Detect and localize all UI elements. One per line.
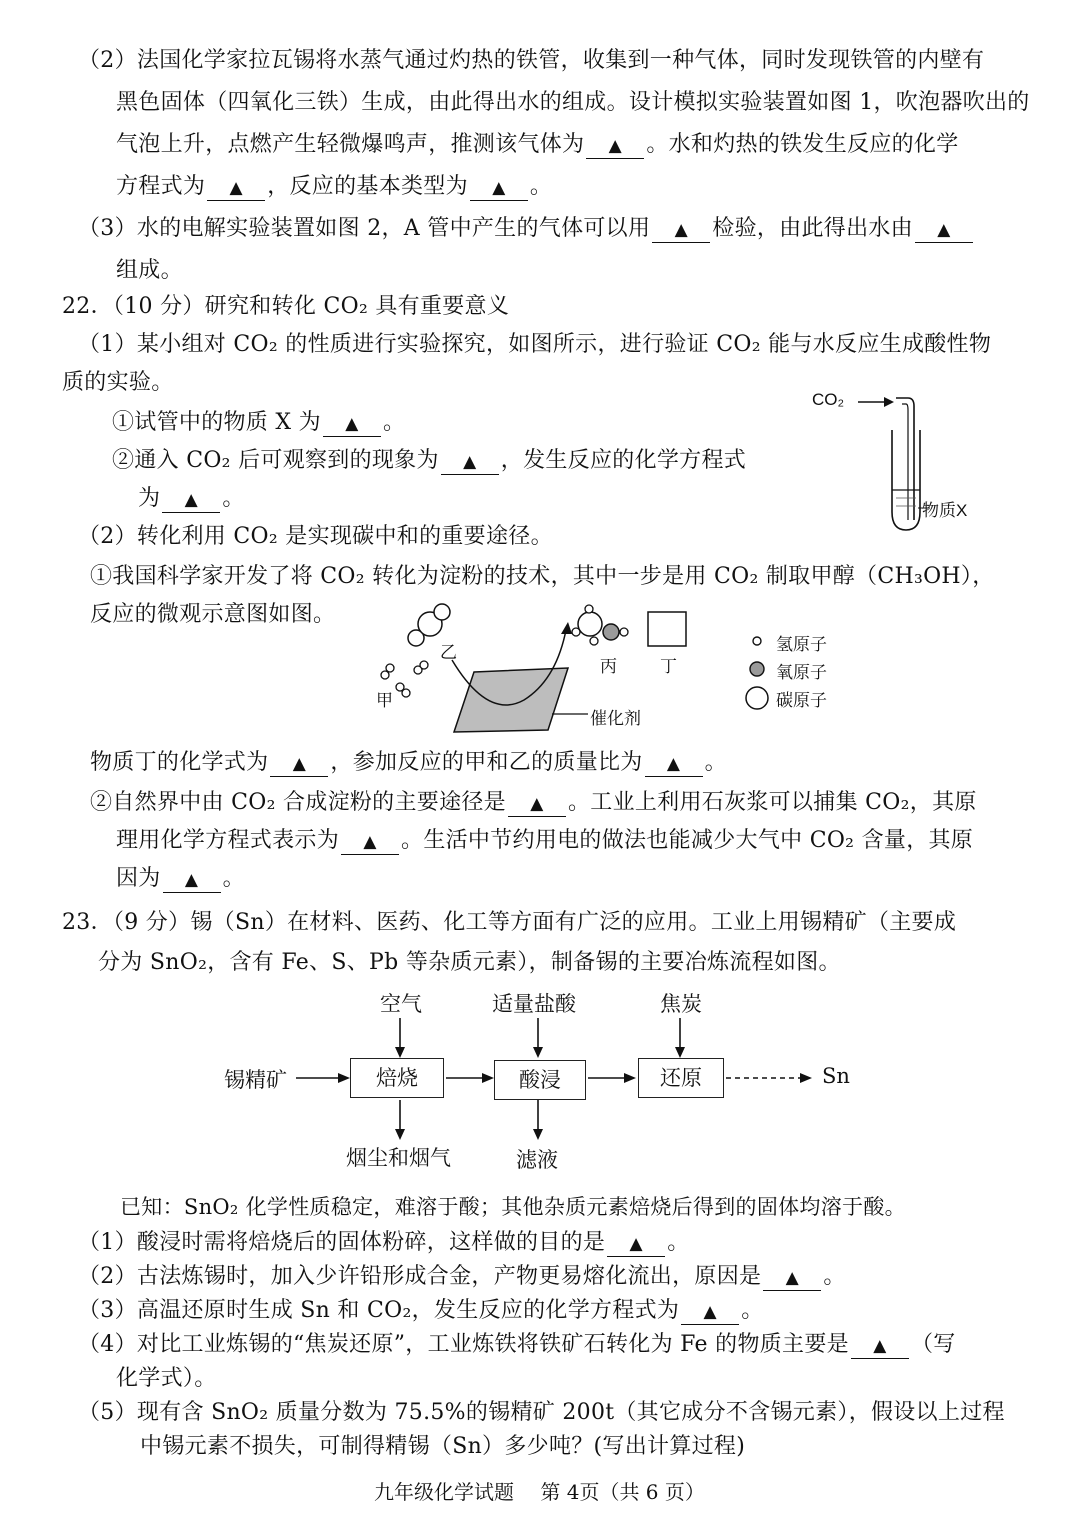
text-segment: 。 bbox=[667, 1230, 690, 1255]
flow-filtrate-label: 滤液 bbox=[516, 1148, 558, 1172]
text-segment: 方程式为 bbox=[116, 174, 206, 199]
answer-blank-iron-reductant[interactable] bbox=[851, 1333, 909, 1359]
flow-coke-label: 焦炭 bbox=[660, 992, 702, 1016]
text-segment: 。 bbox=[222, 866, 245, 891]
q21-part2-line2: 黑色固体（四氧化三铁）生成，由此得出水的组成。设计模拟实验装置如图 1，吹泡器吹出的 bbox=[116, 90, 1030, 115]
text-segment: 。 bbox=[704, 750, 727, 775]
coke-arrow-head bbox=[675, 1047, 685, 1058]
text-segment: 。 bbox=[222, 486, 245, 511]
q23-sub5-line1: （5）现有含 SnO₂ 质量分数为 75.5%的锡精矿 200t（其它成分不含锡元素），假设以上过程 bbox=[78, 1400, 1005, 1425]
q23-known-note: 已知：SnO₂ 化学性质稳定，难溶于酸；其他杂质元素焙烧后得到的固体均溶于酸。 bbox=[120, 1195, 906, 1219]
text-segment: ，参加反应的甲和乙的质量比为 bbox=[330, 750, 643, 775]
acid-arrow-head bbox=[533, 1047, 543, 1058]
blank-triangle-icon: ▲ bbox=[229, 178, 243, 198]
text-segment: ，发生反应的化学方程式 bbox=[500, 448, 747, 473]
q22-part2-sub1-line2: 反应的微观示意图如图。 bbox=[90, 602, 336, 627]
flow-smoke-label: 烟尘和烟气 bbox=[346, 1146, 451, 1170]
text-segment: 检验，由此得出水由 bbox=[712, 216, 913, 241]
q23-sub5-line2: 中锡元素不损失，可制得精锡（Sn）多少吨？(写出计算过程) bbox=[140, 1434, 746, 1459]
smoke-arrow-head bbox=[395, 1129, 405, 1140]
text-segment: 。 bbox=[741, 1298, 764, 1323]
q23-line1: 23．（9 分）锡（Sn）在材料、医药、化工等方面有广泛的应用。工业上用锡精矿（主要成 bbox=[62, 910, 957, 935]
legend-oxygen-label: 氧原子 bbox=[776, 663, 827, 683]
flow-step-reduce: 还原 bbox=[638, 1058, 724, 1098]
q22-title: 22．（10 分）研究和转化 CO₂ 具有重要意义 bbox=[62, 294, 510, 319]
text-segment: ，反应的基本类型为 bbox=[267, 174, 468, 199]
flow-input-label: 锡精矿 bbox=[224, 1068, 287, 1092]
answer-blank-purpose[interactable] bbox=[607, 1231, 665, 1257]
fig-catalyst-label: 催化剂 bbox=[590, 709, 641, 729]
text-segment: 。 bbox=[823, 1264, 846, 1289]
flow-product-label: Sn bbox=[822, 1064, 850, 1088]
fig-jia-label: 甲 bbox=[376, 691, 393, 711]
answer-blank-alloy-reason[interactable] bbox=[763, 1265, 821, 1291]
blank-triangle-icon: ▲ bbox=[292, 754, 307, 774]
blank-triangle-icon: ▲ bbox=[785, 1268, 799, 1288]
q23-sub4-line1 bbox=[78, 1330, 956, 1360]
blank-triangle-icon: ▲ bbox=[345, 414, 359, 434]
fig-yi-label: 乙 bbox=[440, 643, 457, 663]
text-segment: （1）酸浸时需将焙烧后的固体粉碎，这样做的目的是 bbox=[78, 1230, 606, 1255]
text-segment: ①试管中的物质 X 为 bbox=[112, 410, 321, 435]
blank-triangle-icon: ▲ bbox=[530, 794, 544, 814]
page-footer: 九年级化学试题 第 4页（共 6 页） bbox=[374, 1480, 705, 1504]
fig-co2-label: CO₂ bbox=[812, 390, 845, 409]
blank-triangle-icon: ▲ bbox=[666, 754, 681, 774]
q23-line2: 分为 SnO₂，含有 Fe、S、Pb 等杂质元素），制备锡的主要冶炼流程如图。 bbox=[98, 950, 841, 975]
step1-step2-arrow-head bbox=[482, 1073, 494, 1083]
text-segment: 理用化学方程式表示为 bbox=[116, 828, 340, 853]
blank-triangle-icon: ▲ bbox=[608, 136, 622, 156]
text-segment: （3）高温还原时生成 Sn 和 CO₂，发生反应的化学方程式为 bbox=[78, 1298, 680, 1323]
flow-step-acid-leach: 酸浸 bbox=[494, 1060, 586, 1100]
legend-hydrogen-label: 氢原子 bbox=[776, 635, 827, 655]
air-arrow-head bbox=[395, 1047, 405, 1058]
q21-part3-line2: 组成。 bbox=[116, 258, 183, 283]
input-arrow-head bbox=[338, 1073, 350, 1083]
flow-step-roast: 焙烧 bbox=[350, 1058, 444, 1098]
text-segment: （写 bbox=[910, 1332, 956, 1357]
text-segment: 气泡上升，点燃产生轻微爆鸣声，推测该气体为 bbox=[116, 132, 585, 157]
blank-triangle-icon: ▲ bbox=[492, 178, 506, 198]
fig-substance-x-label: 物质X bbox=[922, 501, 968, 520]
filtrate-arrow-head bbox=[533, 1129, 543, 1140]
answer-blank-reduction-equation[interactable] bbox=[681, 1299, 739, 1325]
blank-triangle-icon: ▲ bbox=[674, 220, 688, 240]
blank-triangle-icon: ▲ bbox=[463, 452, 477, 472]
blank-triangle-icon: ▲ bbox=[184, 490, 198, 510]
text-segment: 。工业上利用石灰浆可以捕集 CO₂，其原 bbox=[567, 790, 977, 815]
fig-bing-label: 丙 bbox=[600, 657, 617, 677]
legend-carbon-label: 碳原子 bbox=[776, 691, 827, 711]
flow-acid-label: 适量盐酸 bbox=[492, 992, 576, 1016]
text-segment: 。生活中节约用电的做法也能减少大气中 CO₂ 含量，其原 bbox=[401, 828, 974, 853]
text-segment: ②自然界中由 CO₂ 合成淀粉的主要途径是 bbox=[90, 790, 506, 815]
text-segment: （4）对比工业炼锡的“焦炭还原”，工业炼铁将铁矿石转化为 Fe 的物质主要是 bbox=[78, 1332, 849, 1357]
text-segment: 。 bbox=[529, 174, 553, 199]
text-segment: （3）水的电解实验装置如图 2，A 管中产生的气体可以用 bbox=[78, 216, 651, 241]
q21-part2-line1: （2）法国化学家拉瓦锡将水蒸气通过灼热的铁管，收集到一种气体，同时发现铁管的内壁有 bbox=[78, 48, 985, 73]
q23-sub4-line2: 化学式）。 bbox=[116, 1366, 217, 1391]
text-segment: 因为 bbox=[116, 866, 161, 891]
q22-part1-line2: 质的实验。 bbox=[62, 370, 174, 395]
q23-sub2 bbox=[78, 1262, 846, 1292]
product-arrow-head bbox=[800, 1073, 812, 1083]
q23-sub3 bbox=[78, 1296, 764, 1326]
q22-part2-title: （2）转化利用 CO₂ 是实现碳中和的重要途径。 bbox=[78, 524, 553, 549]
q23-sub1 bbox=[78, 1228, 690, 1258]
text-segment: 为 bbox=[138, 486, 161, 511]
flow-air-label: 空气 bbox=[380, 992, 422, 1016]
blank-triangle-icon: ▲ bbox=[873, 1336, 887, 1356]
blank-triangle-icon: ▲ bbox=[184, 870, 199, 890]
text-segment: 。水和灼热的铁发生反应的化学 bbox=[646, 132, 959, 157]
q22-part1-line1: （1）某小组对 CO₂ 的性质进行实验探究，如图所示，进行验证 CO₂ 能与水反应生成酸性物 bbox=[78, 332, 992, 357]
fig-ding-label: 丁 bbox=[660, 657, 677, 677]
blank-triangle-icon: ▲ bbox=[937, 220, 951, 240]
blank-triangle-icon: ▲ bbox=[703, 1302, 717, 1322]
text-segment: ②通入 CO₂ 后可观察到的现象为 bbox=[112, 448, 439, 473]
blank-triangle-icon: ▲ bbox=[363, 832, 377, 852]
q22-part2-sub1-line1: ①我国科学家开发了将 CO₂ 转化为淀粉的技术，其中一步是用 CO₂ 制取甲醇（CH₃OH）， bbox=[90, 564, 995, 589]
step2-step3-arrow-head bbox=[624, 1073, 636, 1083]
text-segment: 物质丁的化学式为 bbox=[90, 750, 269, 775]
text-segment: （2）古法炼锡时，加入少许铅形成合金，产物更易熔化流出，原因是 bbox=[78, 1264, 762, 1289]
blank-triangle-icon: ▲ bbox=[629, 1234, 643, 1254]
text-segment: 。 bbox=[382, 410, 406, 435]
